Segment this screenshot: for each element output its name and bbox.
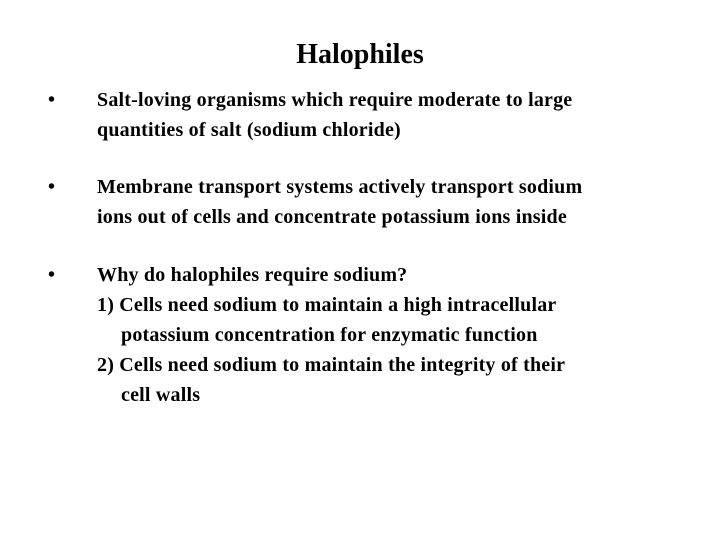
numbered-point-1: 1) Cells need sodium to maintain a high intracellular bbox=[97, 294, 557, 316]
bullet-icon: • bbox=[48, 176, 56, 198]
bullet-text-line: ions out of cells and concentrate potassium ions inside bbox=[97, 206, 567, 228]
bullet-text-line: Membrane transport systems actively transport sodium bbox=[97, 176, 583, 198]
bullet-icon: • bbox=[48, 89, 56, 111]
numbered-point-1-continuation: potassium concentration for enzymatic function bbox=[121, 324, 538, 346]
bullet-text-line: Salt-loving organisms which require moderate to large bbox=[97, 89, 573, 111]
bullet-text bbox=[97, 85, 697, 145]
bullet-text bbox=[97, 260, 697, 410]
slide-title: Halophiles bbox=[296, 39, 424, 70]
numbered-point-2-continuation: cell walls bbox=[121, 384, 201, 406]
bullet-text-line: quantities of salt (sodium chloride) bbox=[97, 119, 401, 141]
bullet-icon: • bbox=[48, 264, 56, 286]
bullet-question: Why do halophiles require sodium? bbox=[97, 264, 408, 286]
numbered-point-2: 2) Cells need sodium to maintain the integrity of their bbox=[97, 354, 566, 376]
bullet-text bbox=[97, 172, 697, 232]
